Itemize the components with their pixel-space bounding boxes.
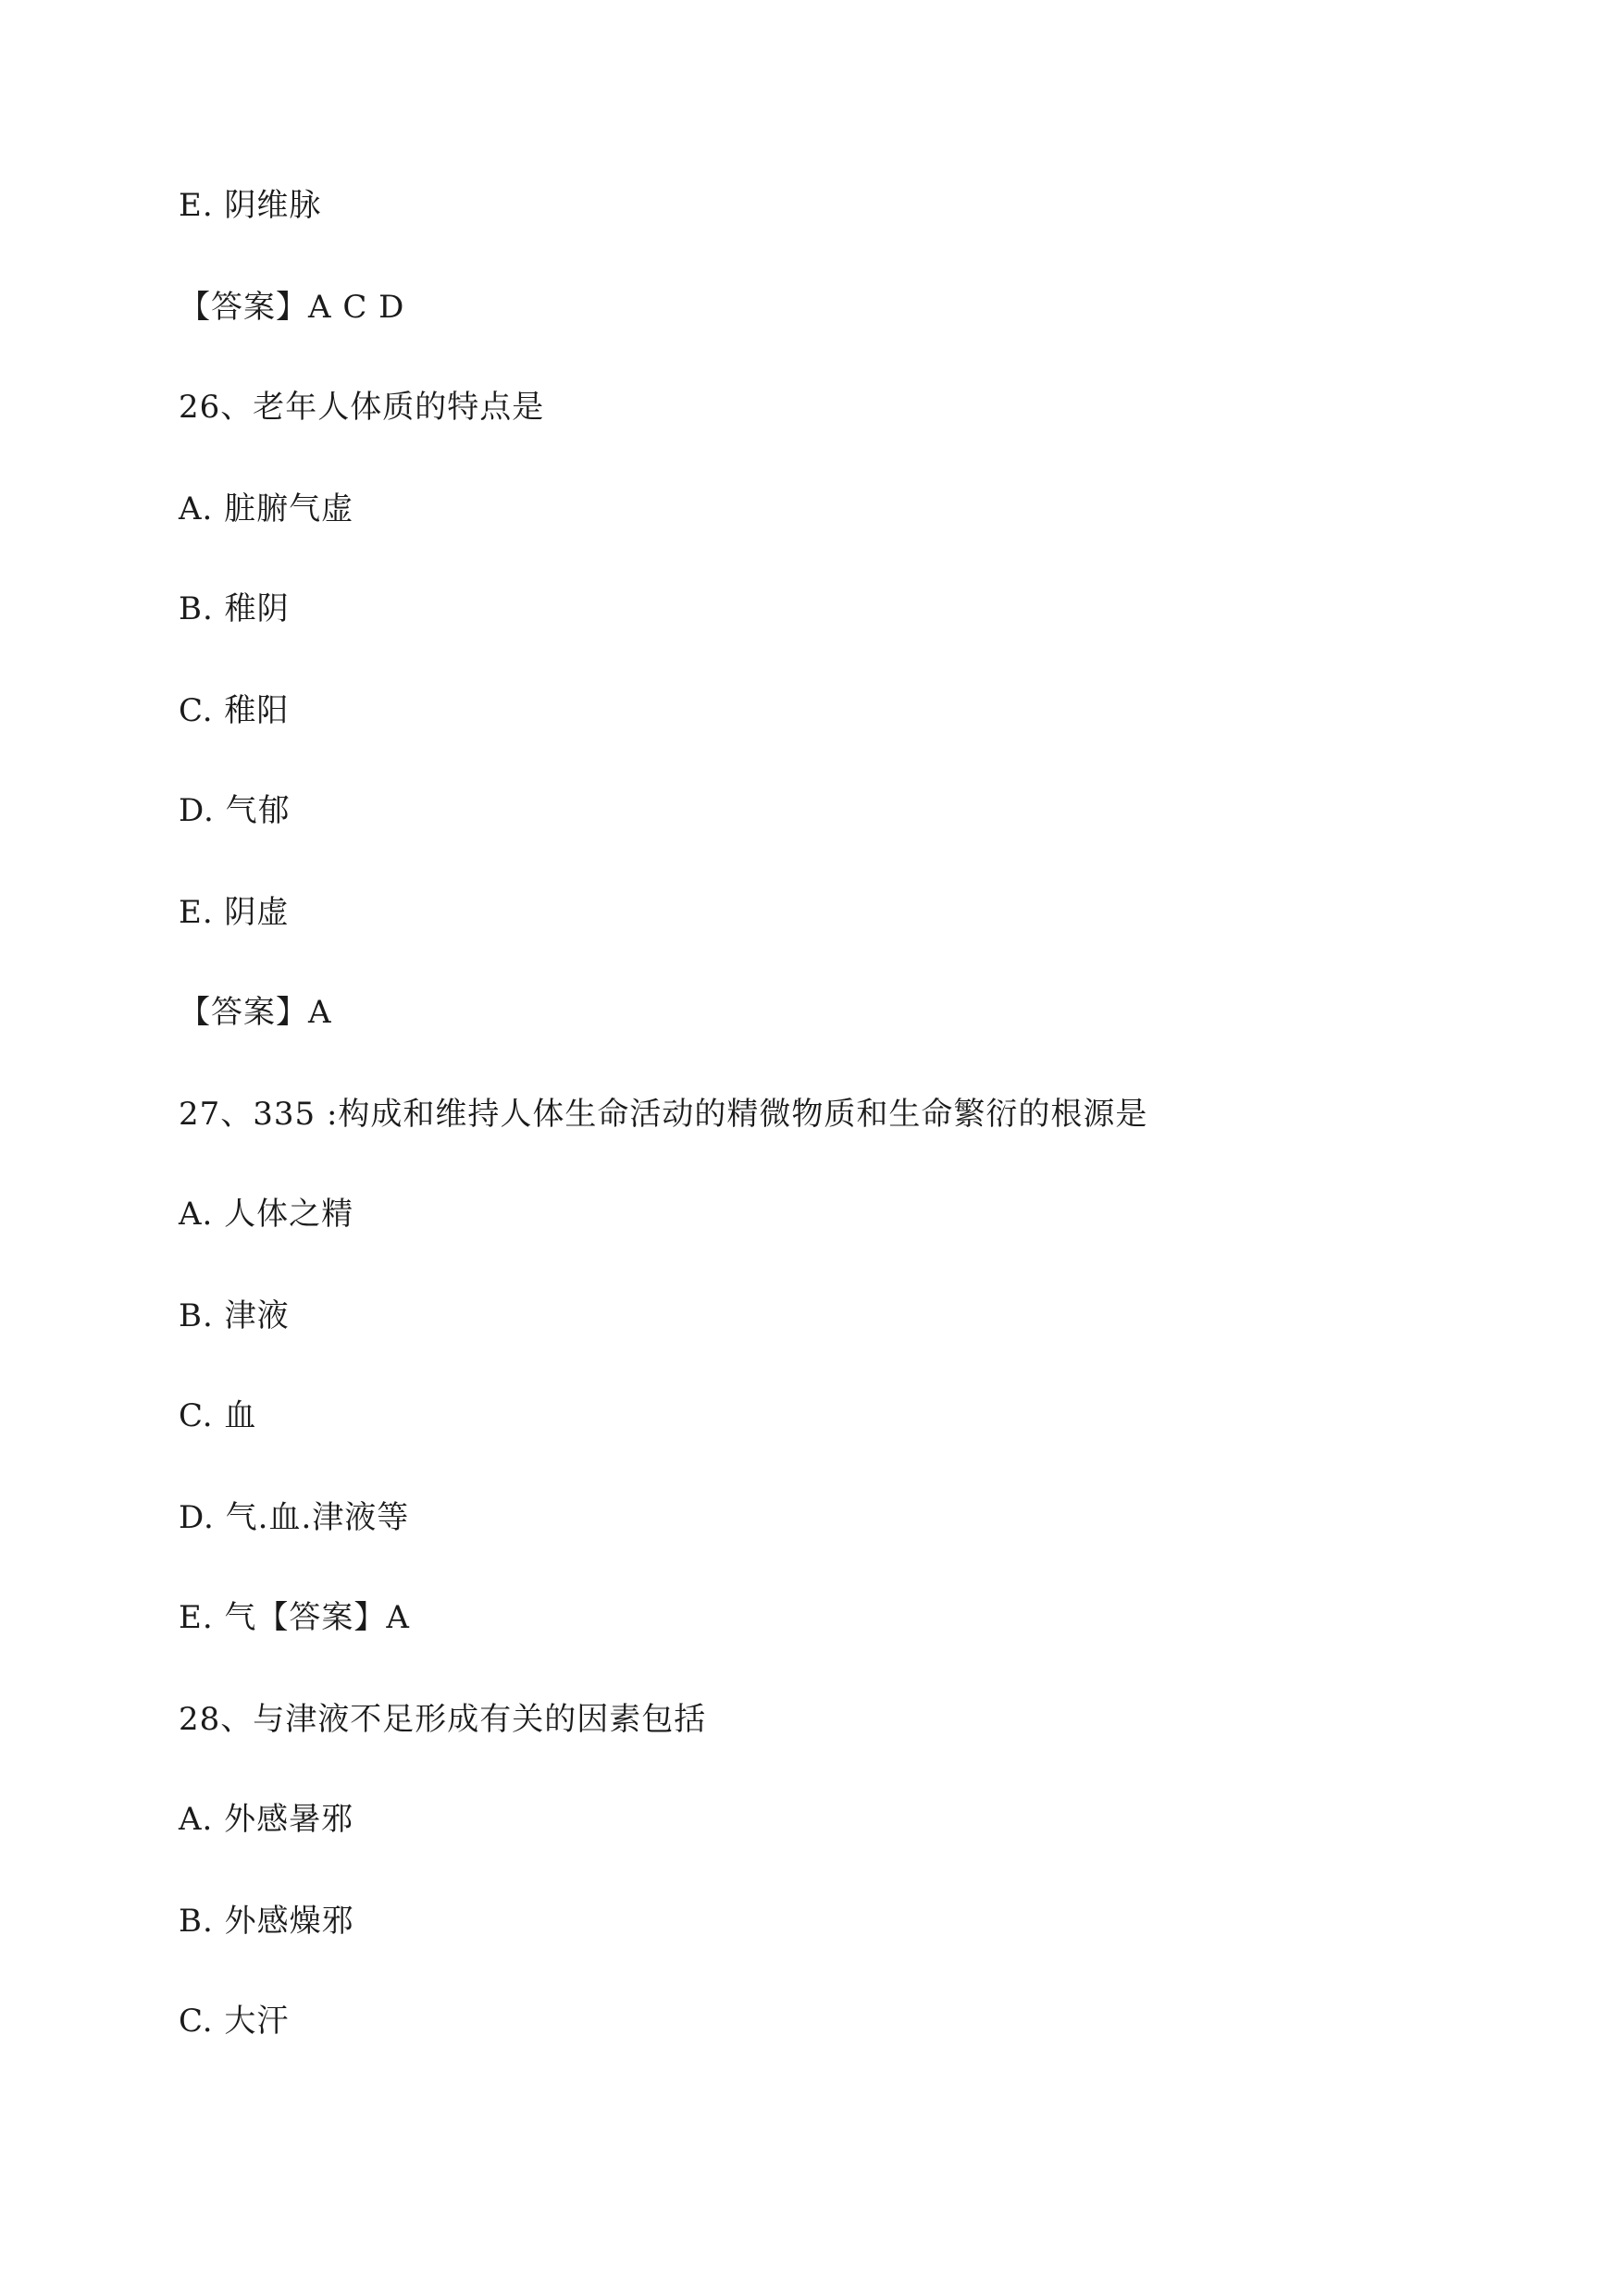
- option-c-q28: C. 大汗: [179, 2003, 290, 2040]
- option-c-q27: C. 血: [179, 1397, 257, 1434]
- question-26: 26、老年人体质的特点是: [179, 389, 545, 426]
- option-a-q26: A. 脏腑气虚: [179, 490, 354, 527]
- option-b-q26: B. 稚阴: [179, 590, 290, 627]
- option-e-q26: E. 阴虚: [179, 894, 290, 931]
- answer-q25: 【答案】A C D: [179, 289, 405, 326]
- option-c-q26: C. 稚阳: [179, 692, 290, 729]
- option-d-q26: D. 气郁: [179, 792, 291, 829]
- option-d-q27: D. 气.血.津液等: [179, 1499, 410, 1536]
- option-b-q28: B. 外感燥邪: [179, 1903, 354, 1940]
- question-28: 28、与津液不足形成有关的因素包括: [179, 1701, 707, 1738]
- answer-q26: 【答案】A: [179, 994, 332, 1031]
- option-e-q25: E. 阴维脉: [179, 187, 322, 224]
- question-27: 27、335 :构成和维持人体生命活动的精微物质和生命繁衍的根源是: [179, 1096, 1148, 1133]
- option-b-q27: B. 津液: [179, 1297, 290, 1334]
- option-a-q27: A. 人体之精: [179, 1196, 354, 1233]
- option-e-answer-q27: E. 气【答案】A: [179, 1599, 410, 1636]
- option-a-q28: A. 外感暑邪: [179, 1801, 354, 1838]
